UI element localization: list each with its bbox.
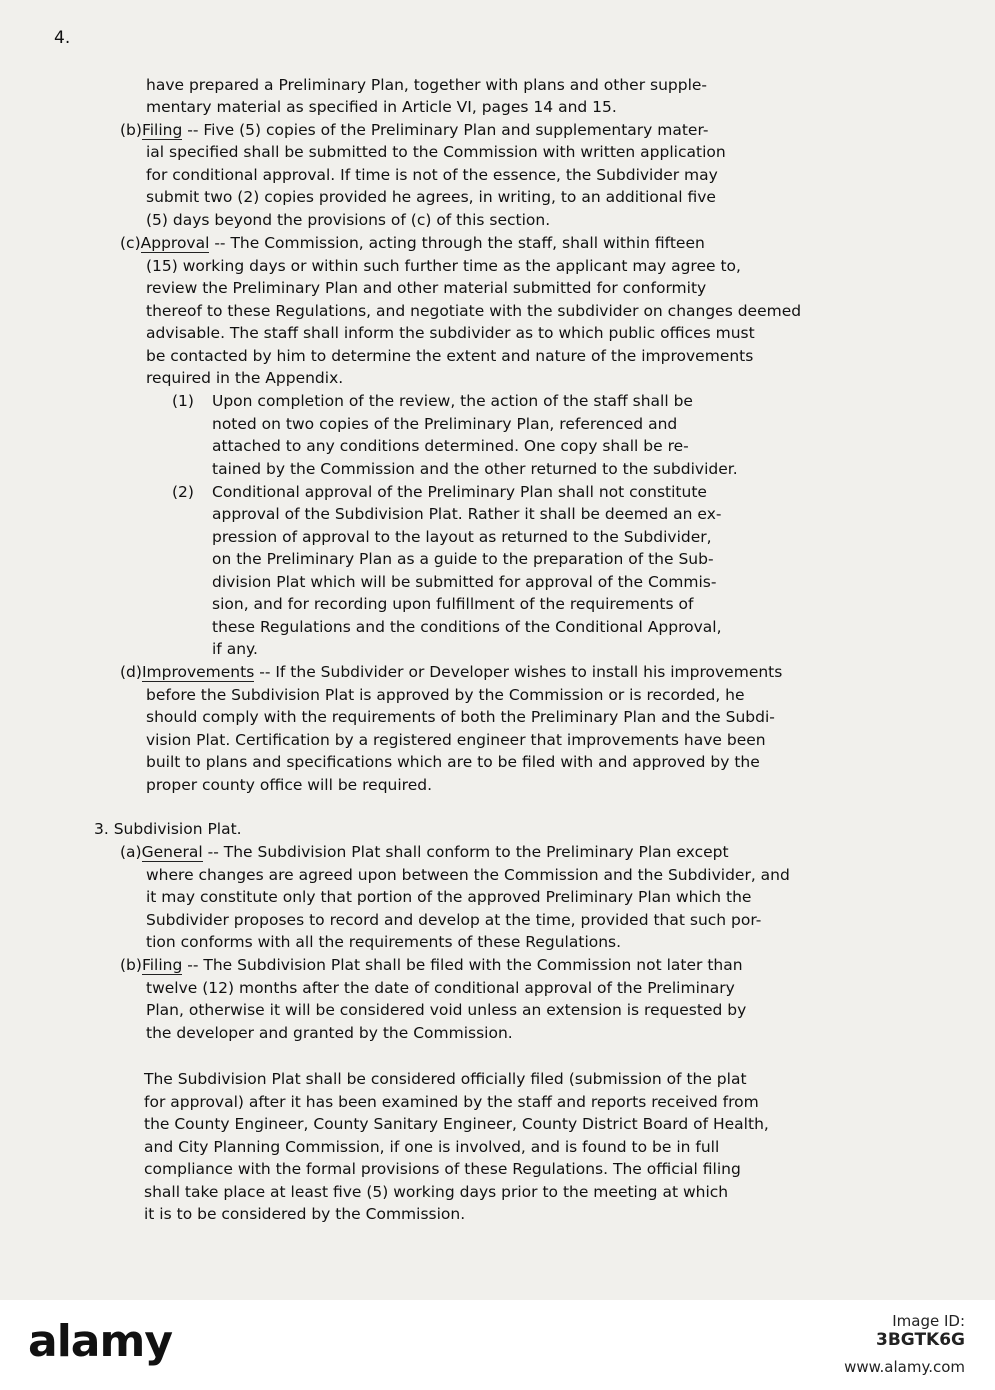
text-line: Subdivider proposes to record and develop at the time, provided that such por- [146, 911, 762, 929]
section-heading: 3. Subdivision Plat. [94, 820, 242, 838]
text-segment: -- The Subdivision Plat shall be filed with the Commission not later than [182, 956, 743, 974]
alamy-logo: alamy [28, 1316, 172, 1367]
text-line: submit two (2) copies provided he agrees, in writing, to an additional five [146, 188, 716, 206]
text-line: the County Engineer, County Sanitary Engineer, County District Board of Health, [144, 1115, 769, 1133]
subsection-c-approval-first-line [120, 232, 705, 254]
text-line: tained by the Commission and the other returned to the subdivider. [212, 460, 738, 478]
text-line: the developer and granted by the Commission. [146, 1024, 513, 1042]
text-line: division Plat which will be submitted for approval of the Commis- [212, 573, 717, 591]
text-line: these Regulations and the conditions of the Conditional Approval, [212, 618, 722, 636]
text-line: proper county office will be required. [146, 776, 433, 794]
text-line: Plan, otherwise it will be considered void unless an extension is requested by [146, 1001, 747, 1019]
text-line: built to plans and specifications which are to be filed with and approved by the [146, 753, 760, 771]
text-line: required in the Appendix. [146, 369, 344, 387]
image-id-label: Image ID: [892, 1312, 965, 1330]
text-line: tion conforms with all the requirements of these Regulations. [146, 933, 622, 951]
subsection-heading: Approval [140, 234, 210, 252]
page-number: 4. [54, 28, 71, 48]
text-line: for approval) after it has been examined by the staff and reports received from [144, 1093, 759, 1111]
subsection-label: (d) [120, 663, 142, 681]
image-id-value: 3BGTK6G [876, 1330, 965, 1350]
text-line: attached to any conditions determined. One copy shall be re- [212, 437, 689, 455]
text-line: if any. [212, 640, 258, 658]
text-line: vision Plat. Certification by a registered engineer that improvements have been [146, 731, 766, 749]
subsection-heading: Filing [141, 121, 183, 139]
text-line: approval of the Subdivision Plat. Rather it shall be deemed an ex- [212, 505, 722, 523]
stock-photo-footer [0, 1300, 995, 1390]
text-line: Upon completion of the review, the action of the staff shall be [212, 392, 693, 410]
subsection-heading: Improvements [141, 663, 255, 681]
subsection-label: (b) [120, 956, 142, 974]
image-id-block [876, 1312, 965, 1350]
website-url: www.alamy.com [844, 1358, 965, 1376]
subsection-b-filing-first-line [120, 119, 708, 141]
text-line: it may constitute only that portion of the approved Preliminary Plan which the [146, 888, 752, 906]
text-line: twelve (12) months after the date of conditional approval of the Preliminary [146, 979, 735, 997]
subsection-d-improvements-first-line [120, 661, 782, 683]
text-line: it is to be considered by the Commission. [144, 1205, 466, 1223]
text-line: before the Subdivision Plat is approved by the Commission or is recorded, he [146, 686, 745, 704]
text-line: advisable. The staff shall inform the subdivider as to which public offices must [146, 324, 755, 342]
text-line: sion, and for recording upon fulfillment of the requirements of [212, 595, 694, 613]
text-segment: -- The Subdivision Plat shall conform to the Preliminary Plan except [202, 843, 729, 861]
text-line: on the Preliminary Plan as a guide to the preparation of the Sub- [212, 550, 714, 568]
text-line: (15) working days or within such further time as the applicant may agree to, [146, 257, 741, 275]
text-line: mentary material as specified in Article VI, pages 14 and 15. [146, 98, 617, 116]
text-line: have prepared a Preliminary Plan, together with plans and other supple- [146, 76, 708, 94]
text-line: thereof to these Regulations, and negotiate with the subdivider on changes deemed [146, 302, 802, 320]
text-line: compliance with the formal provisions of these Regulations. The official filing [144, 1160, 741, 1178]
text-segment: -- Five (5) copies of the Preliminary Plan and supplementary mater- [182, 121, 709, 139]
text-line: should comply with the requirements of both the Preliminary Plan and the Subdi- [146, 708, 775, 726]
subsection-a-general-first-line [120, 841, 729, 863]
text-line: for conditional approval. If time is not of the essence, the Subdivider may [146, 166, 718, 184]
text-line: shall take place at least five (5) working days prior to the meeting at which [144, 1183, 729, 1201]
subsection-label: (a) [120, 843, 142, 861]
text-line: review the Preliminary Plan and other material submitted for conformity [146, 279, 707, 297]
subsection-label: (b) [120, 121, 142, 139]
text-line: ial specified shall be submitted to the Commission with written application [146, 143, 726, 161]
text-line: The Subdivision Plat shall be considered officially filed (submission of the plat [144, 1070, 747, 1088]
text-segment: -- The Commission, acting through the staff, shall within fifteen [209, 234, 705, 252]
text-line: and City Planning Commission, if one is involved, and is found to be in full [144, 1138, 720, 1156]
subsection-label: (c) [120, 234, 141, 252]
subsection-heading: Filing [141, 956, 183, 974]
text-line: (5) days beyond the provisions of (c) of this section. [146, 211, 551, 229]
item-number: (2) [172, 483, 194, 501]
item-number: (1) [172, 392, 194, 410]
subsection-b-filing-plat-first-line [120, 954, 743, 976]
subsection-heading: General [141, 843, 203, 861]
text-line: noted on two copies of the Preliminary Plan, referenced and [212, 415, 678, 433]
text-line: be contacted by him to determine the extent and nature of the improvements [146, 347, 754, 365]
text-line: where changes are agreed upon between the Commission and the Subdivider, and [146, 866, 790, 884]
text-line: pression of approval to the layout as returned to the Subdivider, [212, 528, 712, 546]
text-segment: -- If the Subdivider or Developer wishes to install his improvements [254, 663, 783, 681]
text-line: Conditional approval of the Preliminary Plan shall not constitute [212, 483, 707, 501]
